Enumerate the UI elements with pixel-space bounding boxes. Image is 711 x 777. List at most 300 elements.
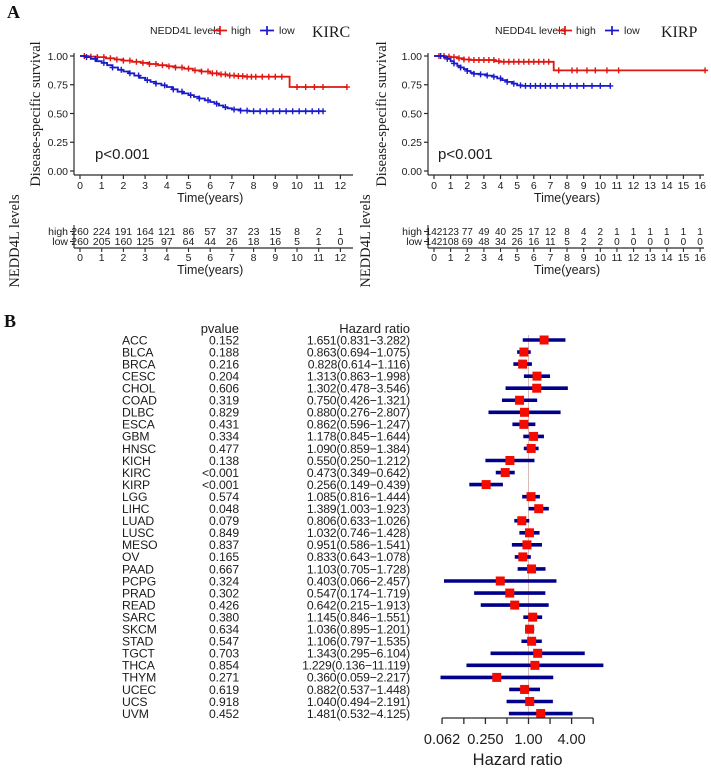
km-x-tick-label: 9 [272,180,279,192]
km-x-tick-label: 2 [120,180,127,192]
forest-row-pvalue: 0.634 [209,622,239,637]
forest-row-pvalue: 0.302 [209,586,239,601]
km-y-tick-label: 0.75 [401,79,422,92]
forest-row-name: ACC [122,333,148,348]
forest-hr-marker [519,348,528,357]
km-censor-mark-high [574,67,580,73]
km-plot-kirp [356,0,711,300]
risk-count: 0 [337,236,344,248]
forest-row-pvalue: <0.001 [201,465,239,480]
forest-row-name: READ [122,598,156,613]
risk-count: 160 [114,236,133,248]
km-y-axis-label: Disease-specific survival [28,41,44,187]
km-x-tick-label: 8 [250,180,257,192]
forest-row-hr-text: 0.550(0.250−1.212) [306,453,410,468]
forest-row-pvalue: 0.204 [209,369,239,384]
forest-row-pvalue: 0.165 [209,550,239,565]
risk-table-row-label-low: low [406,236,422,248]
risk-table-x-tick-label: 0 [77,252,83,264]
risk-count: 15 [269,226,282,238]
forest-row-name: PRAD [122,586,156,601]
risk-count: 142 [425,227,443,238]
km-y-tick-label: 0.00 [401,165,422,178]
forest-row-hr-text: 0.256(0.149−0.439) [306,477,410,492]
km-censor-mark-low [478,71,484,77]
km-censor-mark-high [186,66,192,72]
forest-row-hr-text: 0.863(0.694−1.075) [306,345,410,360]
risk-table-x-tick-label: 10 [594,252,607,264]
forest-header-hazard-ratio: Hazard ratio [339,321,410,336]
forest-row-hr-text: 1.178(0.845−1.644) [306,429,410,444]
km-x-axis-label: Time(years) [177,191,244,205]
forest-hr-marker [527,492,536,501]
forest-row-hr-text: 1.229(0.136−11.119) [302,658,410,673]
km-x-tick-label: 10 [594,180,607,192]
forest-row-name: KICH [122,453,151,468]
risk-count: 16 [269,236,282,248]
risk-count: 8 [564,227,570,238]
forest-row-hr-text: 1.651(0.831−3.282) [306,333,410,348]
km-x-tick-label: 11 [611,180,623,192]
forest-hr-marker [518,360,527,369]
forest-row-name: CESC [122,369,156,384]
risk-count: 17 [528,227,540,238]
forest-row-hr-text: 0.862(0.596−1.247) [306,417,410,432]
risk-count: 191 [114,226,133,238]
risk-count: 164 [136,226,154,238]
risk-count: 2 [580,237,587,248]
forest-row-name: SKCM [122,622,157,637]
km-x-tick-label: 12 [627,180,640,192]
risk-count: 12 [544,227,556,238]
km-title: KIRC [312,24,351,41]
risk-table-x-tick-label: 6 [530,252,537,264]
km-y-tick-label: 0.75 [47,79,68,92]
risk-table-x-tick-label: 12 [627,252,640,264]
km-censor-mark-low [581,83,587,89]
km-y-axis-label: Disease-specific survival [374,41,390,187]
forest-hr-marker [527,637,536,646]
km-censor-mark-low [296,108,302,114]
risk-count: 40 [494,227,507,238]
risk-count: 69 [461,237,473,248]
km-legend-low-marker-icon [260,26,274,35]
forest-row-hr-text: 1.313(0.863−1.998) [306,369,410,384]
km-x-tick-label: 0 [77,180,83,192]
km-legend-label-high: high [576,25,596,37]
risk-count: 0 [614,237,620,248]
forest-row-pvalue: 0.619 [209,682,239,697]
forest-row-hr-text: 1.032(0.746−1.428) [306,526,410,541]
km-x-tick-label: 1 [98,180,105,192]
risk-count: 4 [580,227,587,238]
risk-count: 224 [92,226,111,238]
risk-count: 1 [647,227,653,238]
forest-row-pvalue: 0.574 [209,489,239,504]
forest-row-pvalue: <0.001 [201,477,239,492]
forest-hr-marker [522,540,531,549]
risk-table-x-tick-label: 11 [611,252,623,264]
risk-count: 44 [204,236,217,248]
forest-hr-marker [527,564,536,573]
forest-row-pvalue: 0.216 [209,357,239,372]
km-x-tick-label: 4 [497,180,504,192]
risk-table-x-tick-label: 7 [228,252,235,264]
risk-count: 77 [461,227,473,238]
forest-hr-marker [525,528,534,537]
risk-count: 97 [160,236,173,248]
forest-row-name: STAD [122,634,154,649]
forest-row-name: LUSC [122,526,155,541]
risk-count: 23 [247,226,260,238]
risk-count: 26 [226,236,238,248]
risk-count: 5 [564,237,570,248]
km-y-tick-label: 0.25 [47,137,68,150]
km-censor-mark-low [484,73,490,79]
forest-row-pvalue: 0.138 [209,453,239,468]
forest-row-hr-text: 0.642(0.215−1.913) [306,598,410,613]
km-x-tick-label: 5 [185,180,192,192]
forest-row-name: LUAD [122,514,155,529]
km-censor-mark-low [491,74,497,80]
forest-hr-marker [515,396,524,405]
km-y-tick-label: 0.50 [401,108,422,121]
km-x-tick-label: 1 [447,180,454,192]
forest-hr-marker [528,613,537,622]
km-curve-low [80,56,323,111]
forest-row-hr-text: 0.750(0.426−1.321) [306,393,410,408]
km-x-tick-label: 14 [660,180,673,192]
forest-row-name: KIRP [122,477,151,492]
risk-table-x-tick-label: 12 [334,252,347,264]
km-censor-mark-high [107,55,113,61]
forest-row-pvalue: 0.849 [209,526,239,541]
risk-table-x-tick-label: 1 [98,252,105,264]
forest-hr-marker [505,589,514,598]
risk-count: 86 [182,226,195,238]
km-censor-mark-high [140,60,146,66]
km-censor-mark-low [309,108,315,114]
risk-count: 57 [204,226,217,238]
forest-row-pvalue: 0.334 [209,429,239,444]
risk-count: 1 [680,227,687,238]
km-x-tick-label: 2 [464,180,471,192]
forest-row-name: BRCA [122,357,156,372]
forest-hr-marker [530,661,539,670]
risk-count: 1 [630,227,637,238]
km-legend-title: NEDD4L levels [495,25,566,37]
forest-row-pvalue: 0.048 [209,502,239,516]
risk-table-x-tick-label: 4 [497,252,504,264]
km-censor-mark-high [266,74,272,80]
forest-hr-marker [533,649,542,658]
km-legend-low-marker-icon [605,26,619,35]
risk-count: 2 [597,227,604,238]
forest-hr-marker [527,444,536,453]
forest-row-pvalue: 0.152 [209,333,239,348]
forest-row-name: BLCA [122,345,154,360]
forest-row-pvalue: 0.431 [209,417,239,432]
km-censor-mark-high [133,59,139,65]
km-y-tick-label: 1.00 [47,50,68,63]
risk-count: 48 [478,237,490,248]
km-censor-mark-high [153,61,159,67]
forest-x-tick-label: 1.00 [514,732,543,748]
km-censor-mark-high [311,84,317,90]
forest-row-hr-text: 1.090(0.859−1.384) [306,441,410,456]
forest-row-hr-text: 1.040(0.494−2.191) [306,694,410,709]
forest-row-name: UVM [122,706,149,721]
km-censor-mark-low [303,108,309,114]
risk-count: 1 [337,226,344,238]
risk-table-x-tick-label: 8 [564,252,570,264]
km-censor-mark-high [253,74,259,80]
risk-table-x-tick-label: 16 [694,252,706,264]
forest-row-pvalue: 0.324 [209,574,239,589]
forest-row-pvalue: 0.380 [209,610,239,625]
forest-row-hr-text: 0.882(0.537−1.448) [306,682,410,697]
risk-count: 121 [158,226,176,238]
km-censor-mark-low [597,83,603,89]
forest-row-pvalue: 0.188 [209,345,239,360]
km-censor-mark-low [290,108,296,114]
km-censor-mark-low [270,108,276,114]
forest-row-name: KIRC [122,465,151,480]
risk-count: 64 [182,236,195,248]
forest-plot [0,300,711,777]
km-censor-mark-high [616,67,622,73]
km-censor-mark-high [114,56,120,62]
forest-row-pvalue: 0.319 [209,393,239,408]
risk-count: 25 [511,227,523,238]
risk-count: 2 [315,226,322,238]
forest-row-hr-text: 1.302(0.478−3.546) [306,381,410,396]
km-censor-mark-low [238,108,244,114]
forest-row-name: THCA [122,658,155,673]
forest-hr-marker [482,480,491,489]
panel-a-label: A [7,2,20,22]
forest-x-tick-label: 0.062 [423,732,461,748]
risk-table-x-tick-label: 11 [313,252,325,264]
forest-hr-marker [540,336,549,345]
km-x-tick-label: 7 [547,180,554,192]
forest-row-hr-text: 0.951(0.586−1.541) [306,538,410,553]
forest-row-hr-text: 0.833(0.643−1.078) [306,550,410,565]
km-pvalue-label: p<0.001 [438,146,493,163]
risk-table-y-label: NEDD4L levels [358,194,374,288]
km-x-tick-label: 9 [580,180,587,192]
forest-row-pvalue: 0.837 [209,538,239,553]
risk-count: 108 [442,237,459,248]
km-x-tick-label: 12 [334,180,347,192]
km-censor-mark-high [702,67,708,73]
forest-row-hr-text: 1.343(0.295−6.104) [306,646,410,661]
km-censor-mark-low [244,108,250,114]
forest-row-pvalue: 0.854 [209,658,239,673]
forest-row-hr-text: 1.085(0.816−1.444) [306,489,410,504]
risk-table-x-tick-label: 9 [580,252,587,264]
forest-row-pvalue: 0.918 [209,694,239,709]
forest-row-name: DLBC [122,405,155,420]
forest-row-name: TGCT [122,646,155,661]
km-legend-label-low: low [624,25,640,37]
risk-table-y-label: NEDD4L levels [7,194,23,288]
forest-row-name: PAAD [122,562,154,577]
risk-count: 123 [442,227,459,238]
forest-row-name: HNSC [122,441,157,456]
risk-table-x-tick-label: 3 [480,252,487,264]
km-x-tick-label: 6 [207,180,214,192]
risk-table-row-label-high: high [402,226,422,238]
km-title: KIRP [661,24,698,41]
forest-row-hr-text: 1.389(1.003−1.923) [306,502,410,516]
forest-x-tick-label: 0.250 [467,732,504,748]
forest-row-hr-text: 1.145(0.846−1.551) [306,610,410,625]
km-x-tick-label: 4 [163,180,170,192]
km-x-tick-label: 3 [142,180,149,192]
km-censor-mark-high [294,84,300,90]
risk-table-x-tick-label: 0 [431,252,437,264]
risk-count: 11 [545,237,556,248]
km-censor-mark-high [303,84,309,90]
risk-table-x-tick-label: 2 [120,252,127,264]
forest-hr-marker [496,577,505,586]
risk-table-x-tick-label: 8 [250,252,257,264]
forest-row-hr-text: 0.473(0.349−0.642) [306,465,410,480]
forest-row-pvalue: 0.829 [209,405,239,420]
km-censor-mark-high [279,74,285,80]
km-censor-mark-low [251,108,257,114]
forest-row-name: PCPG [122,574,157,589]
km-censor-mark-high [146,61,152,67]
forest-row-name: GBM [122,429,150,444]
risk-count: 26 [511,237,523,248]
risk-count: 8 [294,226,300,238]
km-censor-mark-high [584,67,590,73]
forest-row-hr-text: 0.547(0.174−1.719) [306,586,410,601]
km-censor-mark-low [257,108,263,114]
km-x-tick-label: 6 [530,180,537,192]
risk-count: 1 [664,227,670,238]
forest-hr-marker [520,408,529,417]
risk-table-row-label-high: high [48,226,68,238]
risk-count: 1 [315,236,322,248]
forest-row-name: UCEC [122,682,157,697]
risk-table-x-tick-label: 9 [272,252,279,264]
km-x-tick-label: 13 [644,180,657,192]
risk-table-x-tick-label: 15 [677,252,690,264]
risk-table-row-label-low: low [52,236,68,248]
km-censor-mark-high [120,58,126,64]
km-x-tick-label: 11 [313,180,325,192]
km-x-axis-label: Time(years) [533,191,601,205]
km-censor-mark-low [547,83,553,89]
risk-table-x-tick-label: 4 [163,252,170,264]
risk-count: 16 [528,237,540,248]
risk-table-x-axis-label: Time(years) [533,263,601,277]
km-censor-mark-high [546,59,552,65]
km-curve-high [434,56,705,70]
risk-count: 1 [697,227,703,238]
forest-hr-marker [525,697,534,706]
forest-row-pvalue: 0.477 [209,441,239,456]
forest-hr-marker [519,420,528,429]
km-x-tick-label: 10 [291,180,303,192]
risk-table-x-tick-label: 6 [207,252,214,264]
km-legend-title: NEDD4L levels [150,25,221,37]
km-censor-mark-high [214,70,220,76]
km-censor-mark-high [344,84,350,90]
km-censor-mark-low [283,108,289,114]
forest-row-pvalue: 0.606 [209,381,239,396]
km-censor-mark-low [471,71,477,77]
risk-count: 205 [92,236,111,248]
km-x-tick-label: 8 [564,180,570,192]
forest-hr-marker [536,709,545,718]
risk-count: 37 [226,226,238,238]
forest-hr-marker [517,516,526,525]
forest-row-name: LIHC [122,502,150,516]
risk-count: 18 [247,236,260,248]
km-x-tick-label: 3 [480,180,487,192]
km-censor-mark-high [451,54,457,60]
forest-row-name: LGG [122,489,148,504]
risk-count: 0 [630,237,637,248]
km-censor-mark-low [607,83,613,89]
forest-row-pvalue: 0.452 [209,706,239,721]
forest-row-hr-text: 0.403(0.066−2.457) [306,574,410,589]
risk-count: 0 [664,237,670,248]
forest-hr-marker [520,685,529,694]
km-censor-mark-high [101,54,107,60]
risk-count: 260 [71,226,89,238]
km-censor-mark-high [604,67,610,73]
risk-table-x-axis-label: Time(years) [177,263,244,277]
forest-hr-marker [525,625,534,634]
forest-row-name: UCS [122,694,148,709]
forest-hr-marker [492,673,501,682]
forest-row-pvalue: 0.271 [209,670,239,685]
panel-b-label: B [4,311,17,331]
km-censor-mark-low [264,108,270,114]
km-legend-label-low: low [279,25,295,37]
risk-count: 0 [697,237,703,248]
forest-row-name: THYM [122,670,157,685]
risk-table-x-tick-label: 5 [514,252,521,264]
forest-row-hr-text: 1.106(0.797−1.535) [306,634,410,649]
forest-row-pvalue: 0.667 [209,562,239,577]
forest-hr-marker [534,504,543,513]
km-censor-mark-high [166,63,172,69]
forest-row-name: SARC [122,610,156,625]
forest-hr-marker [501,468,510,477]
km-censor-mark-high [272,74,278,80]
forest-hr-marker [532,384,541,393]
km-plot-kirc [0,0,356,300]
km-x-tick-label: 5 [514,180,521,192]
risk-count: 34 [494,237,507,248]
risk-count: 49 [478,227,490,238]
forest-row-hr-text: 0.360(0.059−2.217) [306,670,410,685]
km-x-tick-label: 16 [694,180,706,192]
forest-row-hr-text: 1.481(0.532−4.125) [306,706,410,721]
km-censor-mark-low [231,106,237,112]
risk-table-x-tick-label: 3 [142,252,149,264]
km-censor-mark-high [159,62,165,68]
risk-table-x-tick-label: 7 [547,252,554,264]
risk-table-x-tick-label: 5 [185,252,192,264]
forest-hr-marker [532,372,541,381]
